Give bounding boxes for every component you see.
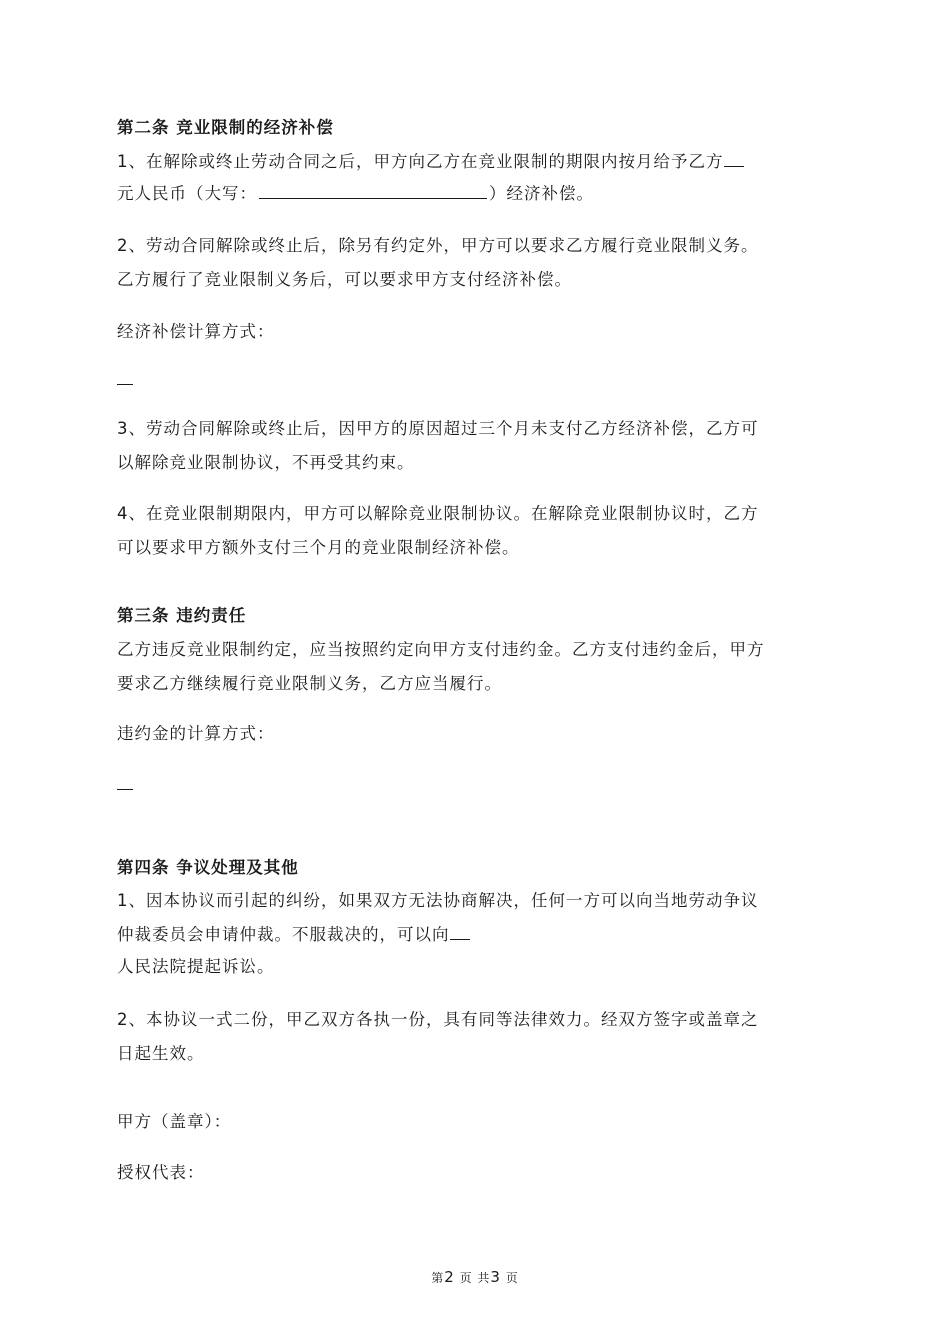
article4-p2-line2: 日起生效。 — [117, 1044, 205, 1063]
party-a-seal-label: 甲方（盖章）： — [117, 1112, 232, 1131]
article2-p1-line2 — [117, 176, 837, 212]
current-page-number: 2 — [444, 1268, 455, 1286]
article4-p1-line1: 1、因本协议而引起的纠纷，如果双方无法协商解决，任何一方可以向当地劳动争议 — [117, 891, 759, 910]
article2-p1-line2-a: 元人民币（大写： — [117, 184, 257, 203]
total-pages-number: 3 — [490, 1268, 501, 1286]
article2-calc-label: 经济补偿计算方式： — [117, 322, 275, 341]
article4-p2-line1: 2、本协议一式二份，甲乙双方各执一份，具有同等法律效力。经双方签字或盖章之 — [117, 1010, 759, 1029]
article4-p1-line3: 人民法院提起诉讼。 — [117, 957, 275, 976]
amount-uppercase-blank — [259, 176, 487, 199]
article2-p1-line1 — [117, 144, 837, 180]
article2-p1-line2-b: ）经济补偿。 — [489, 184, 594, 203]
article4-p1-line2 — [117, 917, 837, 953]
article2-p4-line2: 可以要求甲方额外支付三个月的竞业限制经济补偿。 — [117, 538, 520, 557]
court-blank — [450, 921, 470, 940]
representative-label: 授权代表： — [117, 1163, 205, 1182]
article2-calc-blank — [117, 384, 133, 385]
footer-middle: 页 共 — [459, 1271, 491, 1285]
article4-heading: 第四条 争议处理及其他 — [117, 858, 299, 877]
article2-heading: 第二条 竞业限制的经济补偿 — [117, 118, 334, 137]
article2-p3-line2: 以解除竞业限制协议，不再受其约束。 — [117, 453, 415, 472]
page-footer — [0, 1268, 950, 1286]
article2-p2-line2: 乙方履行了竞业限制义务后，可以要求甲方支付经济补偿。 — [117, 270, 572, 289]
article3-p1-line1: 乙方违反竞业限制约定，应当按照约定向甲方支付违约金。乙方支付违约金后，甲方 — [117, 640, 765, 659]
amount-blank — [724, 148, 744, 167]
footer-suffix: 页 — [505, 1271, 519, 1285]
article2-p1-line1-text: 1、在解除或终止劳动合同之后，甲方向乙方在竞业限制的期限内按月给予乙方 — [117, 152, 724, 171]
article2-p4-line1: 4、在竞业限制期限内，甲方可以解除竞业限制协议。在解除竞业限制协议时，乙方 — [117, 504, 759, 523]
article2-p3-line1: 3、劳动合同解除或终止后，因甲方的原因超过三个月未支付乙方经济补偿，乙方可 — [117, 419, 759, 438]
article2-p2-line1: 2、劳动合同解除或终止后，除另有约定外，甲方可以要求乙方履行竞业限制义务。 — [117, 236, 759, 255]
article3-calc-blank — [117, 789, 133, 790]
article3-heading: 第三条 违约责任 — [117, 606, 247, 625]
footer-prefix: 第 — [431, 1271, 445, 1285]
article4-p1-line2-text: 仲裁委员会申请仲裁。不服裁决的，可以向 — [117, 925, 450, 944]
article3-p1-line2: 要求乙方继续履行竞业限制义务，乙方应当履行。 — [117, 674, 502, 693]
article3-calc-label: 违约金的计算方式： — [117, 724, 275, 743]
